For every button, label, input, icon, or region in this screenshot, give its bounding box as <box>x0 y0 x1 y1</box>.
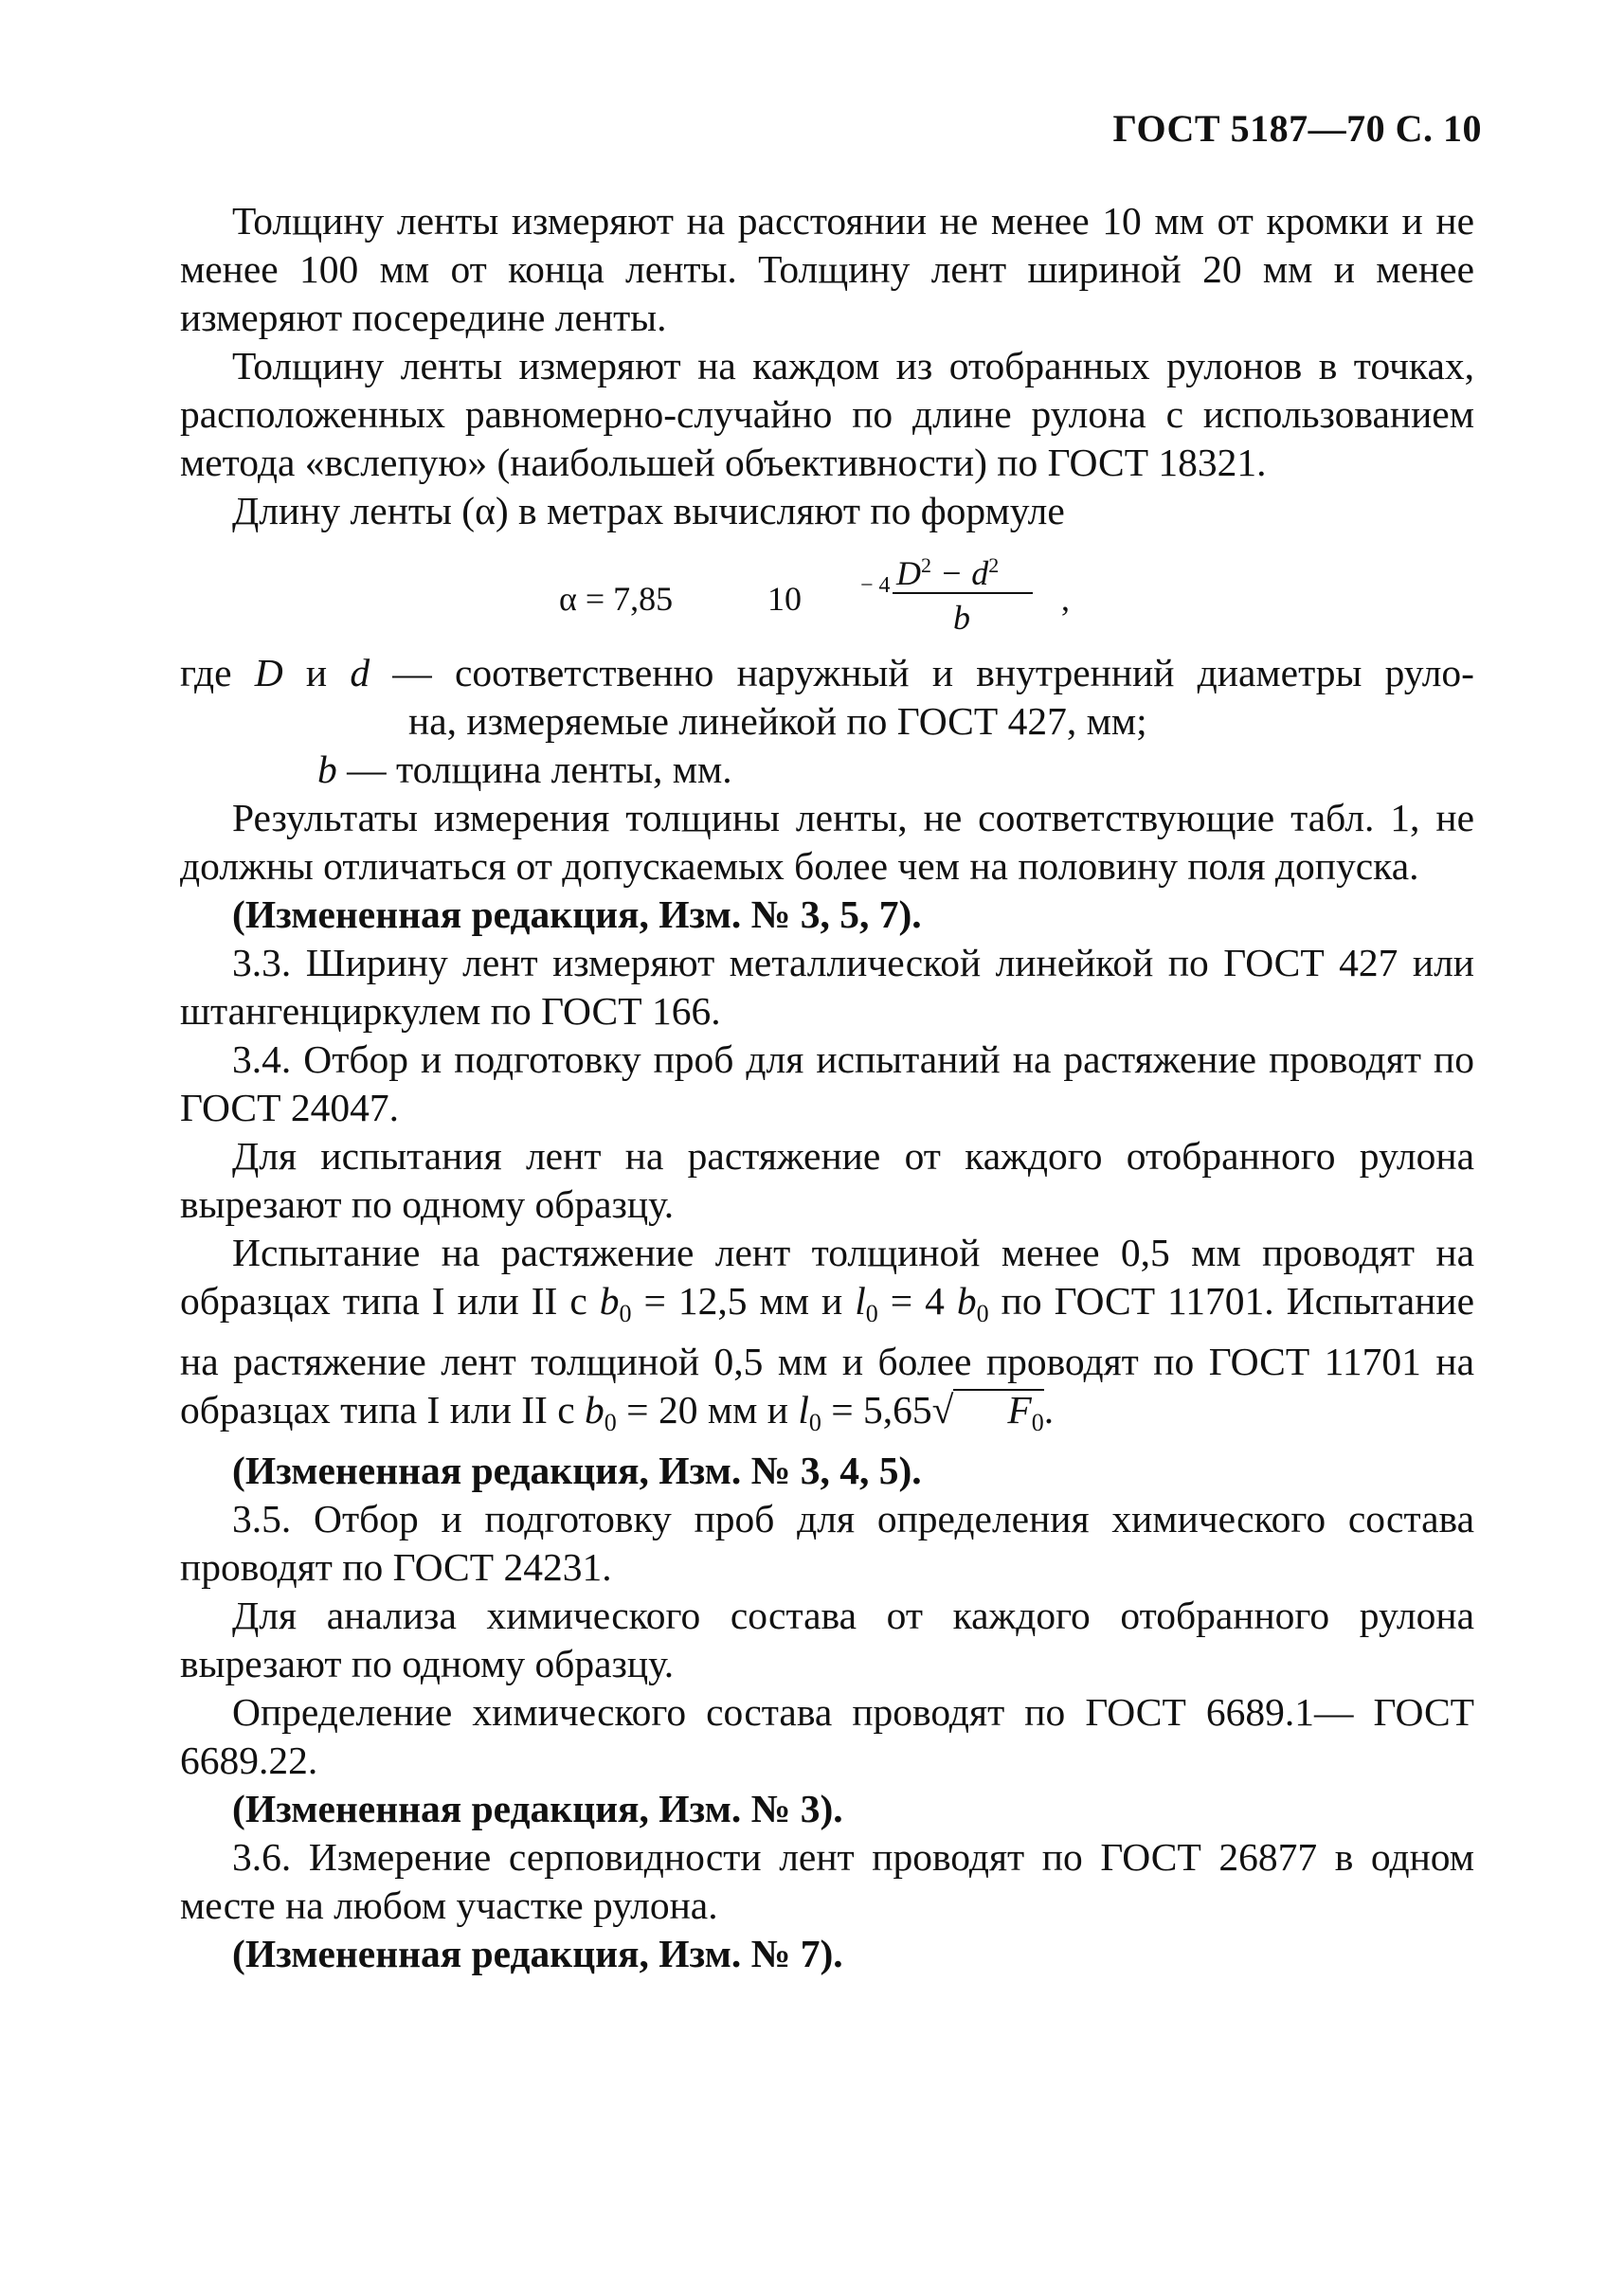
tensile-text-2: = 12,5 мм и <box>631 1279 856 1323</box>
tensile-text-1: Испытание на растяжение лент толщиной менее 0,5 мм проводят на образцах типа I или II с <box>180 1231 1474 1323</box>
amendment-note-3-4-5: (Измененная редакция, Изм. № 3, 4, 5). <box>232 1449 922 1492</box>
tensile-subscript-0: 0 <box>619 1300 632 1327</box>
tensile-subscript-0: 0 <box>604 1409 617 1436</box>
tensile-symbol-l: l <box>855 1279 866 1323</box>
legend-diameters-text: — соответственно наружный и внутренний диаметры руло- <box>370 651 1474 694</box>
document-body <box>180 197 1474 1978</box>
length-formula <box>180 535 1474 649</box>
paragraph-tensile-test <box>180 1229 1474 1447</box>
amendment-note-3-5-7: (Измененная редакция, Изм. № 3, 5, 7). <box>232 892 922 936</box>
paragraph-length-formula-intro: Длину ленты (α) в метрах вычисляют по формуле <box>232 489 1065 532</box>
paragraph-thickness-location: Толщину ленты измеряют на расстоянии не менее 10 мм от кромки и не менее 100 мм от конца ленты. Толщину лент шириной 20 мм и менее измеряют посередине ленты. <box>180 199 1474 339</box>
amendment-note-3: (Измененная редакция, Изм. № 3). <box>232 1787 843 1830</box>
formula-numerator <box>896 541 999 598</box>
formula-lhs: α = 7,85 <box>559 580 674 618</box>
formula-numerator-operator: − <box>931 554 972 592</box>
square-root-radicand <box>953 1389 1043 1442</box>
legend-symbol-inner-diameter: d <box>350 651 370 694</box>
paragraph-3-3-width: 3.3. Ширину лент измеряют металлической линейкой по ГОСТ 427 или штангенциркулем по ГОСТ 166. <box>180 941 1474 1033</box>
formula-trailing-comma: , <box>1061 580 1070 618</box>
tensile-text-7: . <box>1043 1388 1055 1432</box>
paragraph-3-6-camber: 3.6. Измерение серповидности лент проводят по ГОСТ 26877 в одном месте на любом участке рулона. <box>180 1835 1474 1927</box>
tensile-text-3: = 4 <box>877 1279 957 1323</box>
tensile-subscript-0: 0 <box>865 1300 878 1327</box>
paragraph-chemical-determination: Определение химического состава проводят по ГОСТ 6689.1— ГОСТ 6689.22. <box>180 1690 1474 1782</box>
tensile-text-6: = 5,65 <box>821 1388 932 1432</box>
legend-line-diameters <box>180 649 1474 697</box>
tensile-subscript-0: 0 <box>808 1409 821 1436</box>
tensile-symbol-l: l <box>798 1388 809 1432</box>
legend-line-thickness <box>317 746 732 794</box>
formula-numerator-inner-diameter: d <box>971 554 989 592</box>
legend-and: и <box>282 651 351 694</box>
tensile-symbol-b: b <box>956 1279 977 1323</box>
legend-prefix: где <box>180 651 255 694</box>
tensile-symbol-F: F <box>1007 1388 1032 1432</box>
legend-line-diameters-cont: на, измеряемые линейкой по ГОСТ 427, мм; <box>408 699 1147 743</box>
legend-thickness-text: — толщина ленты, мм. <box>336 748 732 791</box>
paragraph-measurement-results: Результаты измерения толщины ленты, не соответствующие табл. 1, не должны отличаться от допускаемых более чем на половину поля допуска. <box>180 796 1474 888</box>
formula-square-1: 2 <box>921 553 931 577</box>
paragraph-thickness-sampling: Толщину ленты измеряют на каждом из отобранных рулонов в точках, расположенных равномерно-случайно по длине рулона с использованием метода «вслепую» (наибольшей объективности) по ГОСТ 18321. <box>180 344 1474 484</box>
page-header: ГОСТ 5187—70 С. 10 <box>1112 107 1482 150</box>
tensile-symbol-b: b <box>585 1388 604 1432</box>
formula-legend <box>180 649 1474 794</box>
paragraph-3-4-tensile-sampling: 3.4. Отбор и подготовку проб для испытаний на растяжение проводят по ГОСТ 24047. <box>180 1037 1474 1129</box>
tensile-symbol-b: b <box>599 1279 620 1323</box>
formula-exponent: − 4 <box>860 573 891 598</box>
tensile-text-5: = 20 мм и <box>616 1388 799 1432</box>
tensile-text-4: по ГОСТ 11701. Испытание на растяжение лент толщиной 0,5 мм и более проводят по ГОСТ 11701 на образцах типа I или II с <box>180 1279 1475 1432</box>
tensile-subscript-0: 0 <box>1031 1409 1044 1436</box>
formula-numerator-outer-diameter: D <box>896 554 921 592</box>
paragraph-3-5-chemical-sampling: 3.5. Отбор и подготовку проб для определения химического состава проводят по ГОСТ 24231. <box>180 1497 1474 1589</box>
formula-power-base: 10 <box>767 580 802 618</box>
formula-square-2: 2 <box>988 553 1000 577</box>
legend-symbol-thickness: b <box>317 748 337 791</box>
amendment-note-7: (Измененная редакция, Изм. № 7). <box>232 1932 843 1975</box>
square-root-sign: √ <box>931 1388 954 1432</box>
paragraph-chemical-specimens: Для анализа химического состава от каждого отобранного рулона вырезают по одному образцу. <box>180 1594 1474 1685</box>
tensile-subscript-0: 0 <box>976 1300 989 1327</box>
paragraph-tensile-specimens: Для испытания лент на растяжение от каждого отобранного рулона вырезают по одному образцу. <box>180 1134 1474 1226</box>
legend-symbol-outer-diameter: D <box>254 651 283 694</box>
formula-denominator: b <box>953 599 970 637</box>
